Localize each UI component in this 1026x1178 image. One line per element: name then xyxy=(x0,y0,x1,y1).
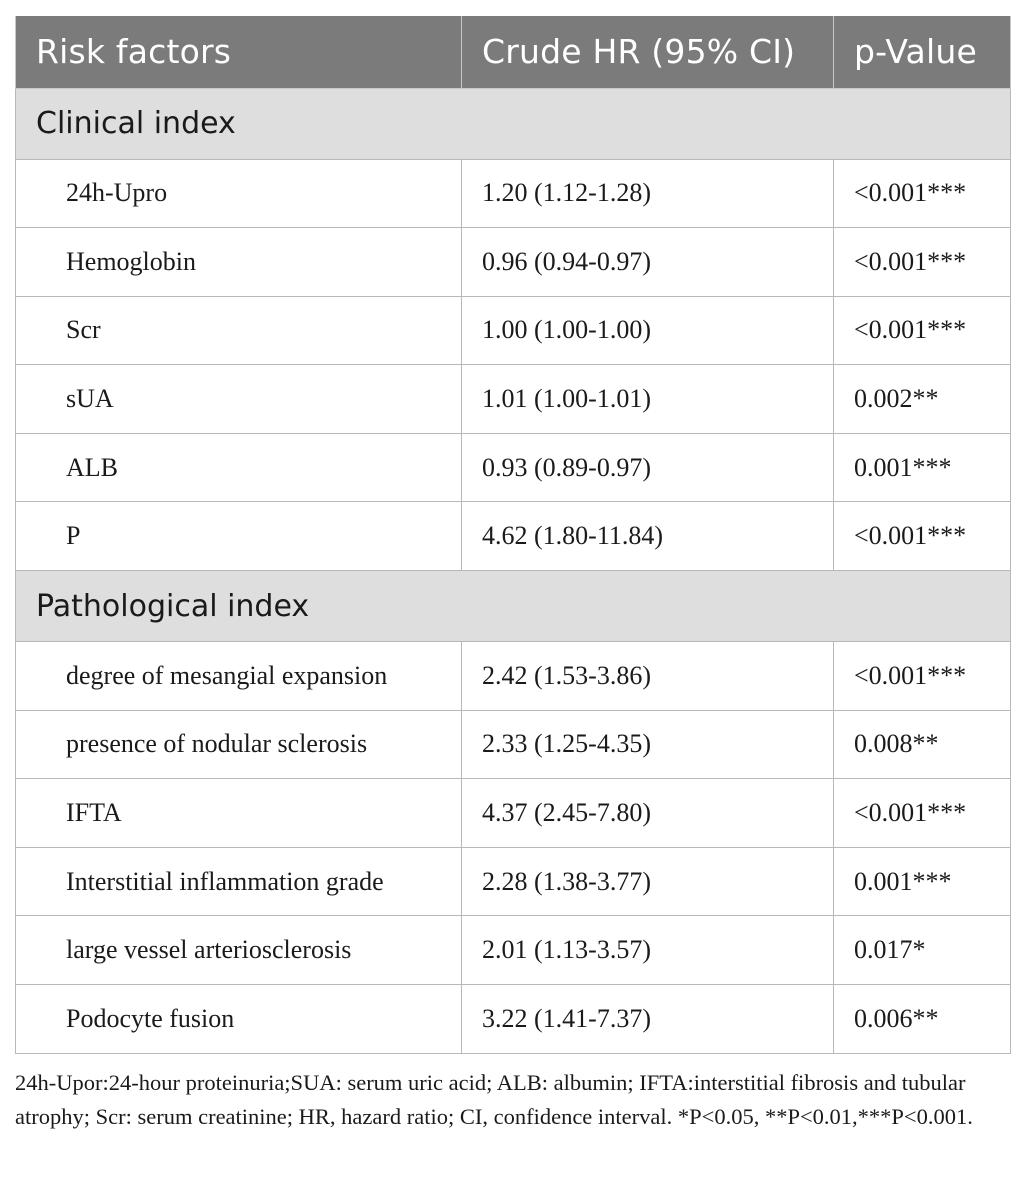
table-row xyxy=(16,296,1011,365)
section-row-clinical xyxy=(16,88,1011,159)
p-value-cell: 0.017* xyxy=(834,916,1011,985)
table-row xyxy=(16,985,1011,1054)
section-row-pathological xyxy=(16,571,1011,642)
risk-factor-cell: large vessel arteriosclerosis xyxy=(16,916,462,985)
hazard-ratio-cell: 2.42 (1.53-3.86) xyxy=(462,642,834,711)
table-row xyxy=(16,847,1011,916)
results-table-container xyxy=(15,16,1010,1054)
hazard-ratio-cell: 4.37 (2.45-7.80) xyxy=(462,779,834,848)
hazard-ratio-cell: 2.33 (1.25-4.35) xyxy=(462,710,834,779)
table-row xyxy=(16,642,1011,711)
hazard-ratio-cell: 2.28 (1.38-3.77) xyxy=(462,847,834,916)
p-value-cell: <0.001*** xyxy=(834,642,1011,711)
header-row xyxy=(16,16,1011,88)
header-crude-hr: Crude HR (95% CI) xyxy=(462,16,834,88)
table-header xyxy=(16,16,1011,88)
hazard-ratio-cell: 1.00 (1.00-1.00) xyxy=(462,296,834,365)
table-row xyxy=(16,365,1011,434)
risk-factor-cell: IFTA xyxy=(16,779,462,848)
p-value-cell: <0.001*** xyxy=(834,159,1011,228)
p-value-cell: 0.006** xyxy=(834,985,1011,1054)
risk-factor-cell: sUA xyxy=(16,365,462,434)
table-row xyxy=(16,916,1011,985)
table-row xyxy=(16,779,1011,848)
p-value-cell: 0.001*** xyxy=(834,433,1011,502)
risk-factor-cell: Scr xyxy=(16,296,462,365)
hazard-ratio-cell: 0.96 (0.94-0.97) xyxy=(462,228,834,297)
risk-factor-cell: Interstitial inflammation grade xyxy=(16,847,462,916)
p-value-cell: <0.001*** xyxy=(834,779,1011,848)
table-row xyxy=(16,710,1011,779)
risk-factor-cell: ALB xyxy=(16,433,462,502)
p-value-cell: <0.001*** xyxy=(834,296,1011,365)
risk-factor-cell: degree of mesangial expansion xyxy=(16,642,462,711)
table-row xyxy=(16,159,1011,228)
header-risk-factors: Risk factors xyxy=(16,16,462,88)
hazard-ratio-cell: 0.93 (0.89-0.97) xyxy=(462,433,834,502)
hazard-ratio-cell: 2.01 (1.13-3.57) xyxy=(462,916,834,985)
table-row xyxy=(16,502,1011,571)
risk-factor-cell: presence of nodular sclerosis xyxy=(16,710,462,779)
p-value-cell: 0.001*** xyxy=(834,847,1011,916)
risk-factor-cell: Podocyte fusion xyxy=(16,985,462,1054)
hazard-ratio-cell: 4.62 (1.80-11.84) xyxy=(462,502,834,571)
p-value-cell: 0.008** xyxy=(834,710,1011,779)
p-value-cell: <0.001*** xyxy=(834,228,1011,297)
p-value-cell: <0.001*** xyxy=(834,502,1011,571)
table-row xyxy=(16,433,1011,502)
hazard-ratio-cell: 1.01 (1.00-1.01) xyxy=(462,365,834,434)
table-row xyxy=(16,228,1011,297)
hazard-ratio-table xyxy=(15,16,1011,1054)
table-body xyxy=(16,88,1011,1053)
header-p-value: p-Value xyxy=(834,16,1011,88)
table-footnote: 24h-Upor:24-hour proteinuria;SUA: serum uric acid; ALB: albumin; IFTA:interstitial fibrosis and tubular atrophy; Scr: serum creatinine; HR, hazard ratio; CI, confidence interval. *P<0.05, **P<0.01,***P<0.001. xyxy=(15,1070,973,1129)
risk-factor-cell: Hemoglobin xyxy=(16,228,462,297)
hazard-ratio-cell: 3.22 (1.41-7.37) xyxy=(462,985,834,1054)
risk-factor-cell: P xyxy=(16,502,462,571)
risk-factor-cell: 24h-Upro xyxy=(16,159,462,228)
section-title: Pathological index xyxy=(16,571,1011,642)
section-title: Clinical index xyxy=(16,88,1011,159)
hazard-ratio-cell: 1.20 (1.12-1.28) xyxy=(462,159,834,228)
p-value-cell: 0.002** xyxy=(834,365,1011,434)
